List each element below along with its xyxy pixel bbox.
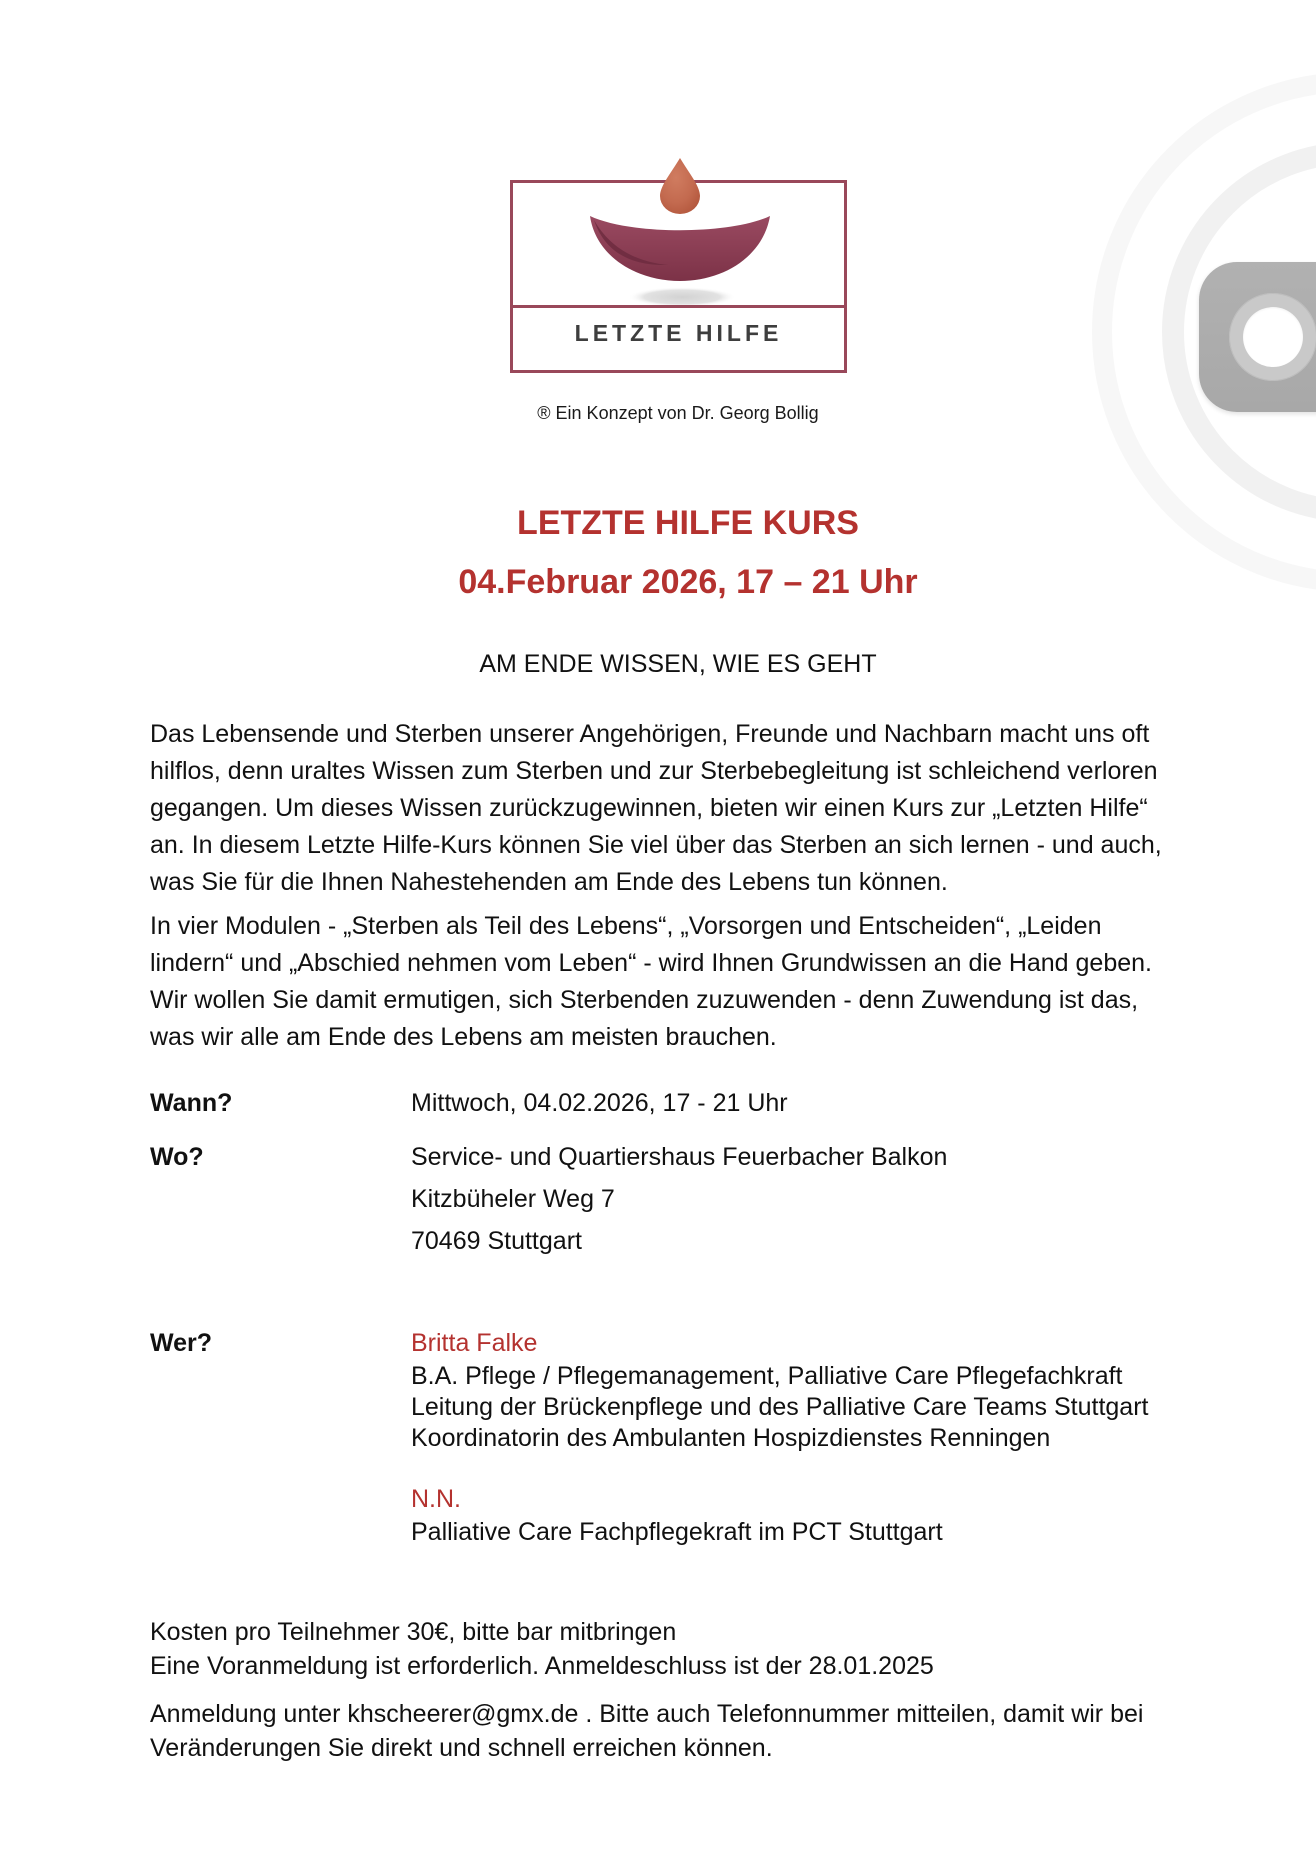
registration-line: Eine Voranmeldung ist erforderlich. Anmeldeschluss ist der 28.01.2025	[150, 1652, 934, 1680]
paragraph-line: was Sie für die Ihnen Nahestehenden am Ende des Lebens tun können.	[150, 868, 948, 896]
contact-line: Anmeldung unter khscheerer@gmx.de . Bitte auch Telefonnummer mitteilen, damit wir bei	[150, 1700, 1144, 1728]
intro-paragraph-2	[150, 908, 1210, 1056]
instructor-name: N.N.	[411, 1485, 461, 1513]
where-value	[411, 1136, 1171, 1262]
credential-line: Palliative Care Fachpflegekraft im PCT Stuttgart	[411, 1518, 943, 1546]
venue-city: 70469 Stuttgart	[411, 1227, 582, 1255]
credential-line: Koordinatorin des Ambulanten Hospizdienstes Renningen	[411, 1424, 1051, 1452]
contact-block	[150, 1697, 1210, 1765]
instructor-name: Britta Falke	[411, 1329, 538, 1357]
course-motto: AM ENDE WISSEN, WIE ES GEHT	[479, 650, 877, 678]
intro-paragraph-1	[150, 716, 1210, 901]
candle-bowl-icon	[490, 156, 867, 308]
bowl-shadow	[628, 287, 736, 307]
instructor-credentials	[411, 1361, 1211, 1454]
when-label: Wann?	[150, 1089, 233, 1117]
paragraph-line: hilflos, denn uraltes Wissen zum Sterben und zur Sterbebegleitung ist schleichend verloren	[150, 757, 1158, 785]
paragraph-line: In vier Modulen - „Sterben als Teil des Lebens“, „Vorsorgen und Entscheiden“, „Leiden	[150, 912, 1102, 940]
course-title: LETZTE HILFE KURS	[517, 504, 859, 542]
when-value: Mittwoch, 04.02.2026, 17 - 21 Uhr	[411, 1089, 788, 1117]
lens-circle-icon	[1243, 307, 1303, 367]
paragraph-line: gegangen. Um dieses Wissen zurückzugewinnen, bieten wir einen Kurs zur „Letzten Hilfe“	[150, 794, 1148, 822]
course-date-heading: 04.Februar 2026, 17 – 21 Uhr	[458, 563, 918, 601]
who-label: Wer?	[150, 1329, 213, 1357]
paragraph-line: Das Lebensende und Sterben unserer Angehörigen, Freunde und Nachbarn macht uns oft	[150, 720, 1150, 748]
lens-ring-icon	[1229, 293, 1316, 381]
contact-line: Veränderungen Sie direkt und schnell erreichen können.	[150, 1734, 773, 1762]
paragraph-line: Wir wollen Sie damit ermutigen, sich Sterbenden zuzuwenden - denn Zuwendung ist das,	[150, 986, 1139, 1014]
paragraph-line: lindern“ und „Abschied nehmen vom Leben“ - wird Ihnen Grundwissen an die Hand geben.	[150, 949, 1152, 977]
flame-drop-icon	[660, 158, 700, 214]
logo-tagline: ® Ein Konzept von Dr. Georg Bollig	[537, 403, 819, 423]
paragraph-line: was wir alle am Ende des Lebens am meisten brauchen.	[150, 1023, 777, 1051]
venue-name: Service- und Quartiershaus Feuerbacher Balkon	[411, 1143, 948, 1171]
venue-street: Kitzbüheler Weg 7	[411, 1185, 615, 1213]
paragraph-line: an. In diesem Letzte Hilfe-Kurs können Sie viel über das Sterben an sich lernen - und auch,	[150, 831, 1162, 859]
credential-line: Leitung der Brückenpflege und des Palliative Care Teams Stuttgart	[411, 1393, 1149, 1421]
camera-lens-widget[interactable]	[1199, 262, 1316, 412]
cost-line: Kosten pro Teilnehmer 30€, bitte bar mitbringen	[150, 1618, 677, 1646]
logo-divider	[510, 305, 847, 308]
where-label: Wo?	[150, 1143, 204, 1171]
cost-registration-block	[150, 1615, 1210, 1683]
logo-brand-text: LETZTE HILFE	[574, 320, 783, 346]
credential-line: B.A. Pflege / Pflegemanagement, Palliative Care Pflegefachkraft	[411, 1362, 1123, 1390]
instructor-credentials	[411, 1517, 1211, 1548]
